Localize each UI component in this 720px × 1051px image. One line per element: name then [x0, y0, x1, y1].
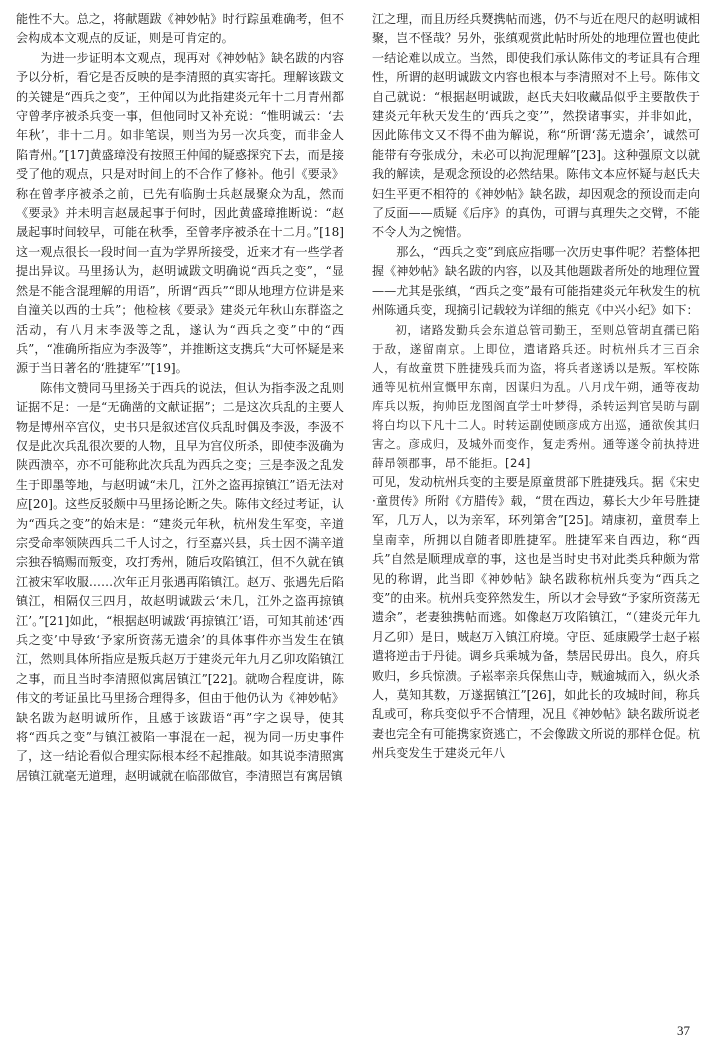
- left-paragraph-1: 能性不大。总之，将献题跋《神妙帖》时行踪虽难确考，但不会构成本文观点的反证，则是可肯定的。: [16, 12, 344, 46]
- right-column: [372, 10, 700, 764]
- right-paragraph-2: 那么，“西兵之变”到底应指哪一次历史事件呢？若整体把握《神妙帖》缺名跋的内容，以及其他题跋者所处的地理位置——尤其是张缜，“西兵之变”最有可能指建炎元年秋发生的杭州陈通兵变，现摘引记载较为详细的熊克《中兴小纪》如下：: [372, 244, 700, 318]
- right-paragraph-1: 江之理，而且历经兵燹携帖而逃，仍不与近在咫尺的赵明诚相聚，岂不怪哉？另外，张缜观赏此帖时所处的地理位置也使此一结论难以成立。当然，即使我们承认陈伟文的考证具有合理性，所谓的赵明诚跋文内容也根本与李清照对不上号。陈伟文自己就说：“根据赵明诚跋，赵氏夫妇收藏品似乎主要散佚于建炎元年秋天发生的‘西兵之变’”，然揆诸事实，并非如此，因此陈伟文又不得不曲为解说，称“所谓‘荡无遗余’，诚然可能带有夸张成分，未必可以拘泥理解”[23]。这种强原文以就我的解读，是观念预设的必然结果。陈伟文本应怀疑与赵氏夫妇生平更不相符的《神妙帖》缺名跋，却因观念的预设而走向了反面——质疑《后序》的真伪，可谓与真理失之交臂，不能不令人为之惋惜。: [372, 12, 700, 240]
- block-quote-zhongxing-xiaoji: 初，诸路发勤兵会东道总管司勤王，至则总管胡直孺已陷于敌，遂留南京。上即位，遣诸路兵还。时杭州兵才三百余人，有故童贯下胜捷残兵而为盗，将兵者遂诱以是叛。军校陈通等见杭州宣慨甲东南，因谋归为乱。八月戊午朔，通等夜劫库兵以叛，拘帅臣龙图阁直学士叶梦得，杀转运判官吴昉与副将白均以下凡十二人。时转运副使顾彦成方出巡，通欲俟其归害之。彦成归，及城外而变作，复走秀州。通等遂令前执持进薛昂领郡事，昂不能拒。[24]: [372, 322, 700, 470]
- left-column: [16, 10, 344, 786]
- left-paragraph-2: 为进一步证明本文观点，现再对《神妙帖》缺名跋的内容予以分析，看它是否反映的是李清照的真实寄托。理解该跋文的关键是“西兵之变”，王仲闻以为此指建炎元年十二月青州都守曾孝序被杀兵变一事，但他同时又补充说：“惟明诚云：‘去年秋’，非十二月。如非笔误，则当为另一次兵变，而非金人陷青州。”[17]黄盛璋没有按照王仲闻的疑惑探究下去，而是接受了他的观点，只是对时间上的不合作了修补。他引《要录》称在曾孝序被杀之前，已先有临朐士兵赵晟聚众为乱，然而《要录》并未明言赵晟起事于何时，因此黄盛璋推断说：“赵晟起事时间较早，可能在秋季，至曾孝序被杀在十二月。”[18]这一观点很长一段时间一直为学界所接受，近来才有一些学者提出异议。马里扬认为，赵明诚跋文明确说“西兵之变”，“显然是不能含混理解的用语”，所谓“西兵”“即从地理方位讲是来自潼关以西的士兵”；他检核《要录》建炎元年秋山东群盗之活动，有八月末李汲等之乱，遂认为“西兵之变”中的“西兵”，“准确所指应为李汲等”，并推断这支携兵“大可怀疑是来源于当日著名的‘胜捷军’”[19]。: [16, 50, 344, 376]
- page-number: 37: [677, 1023, 690, 1038]
- right-paragraph-3: 可见，发动杭州兵变的主要是原童贯部下胜捷残兵。据《宋史·童贯传》所附《方腊传》载，“贯在西边，募长大少年号胜捷军，几万人，以为亲军，环列第舍”[25]。靖康初，童贯奉上皇南幸，所拥以自随者即胜捷军。胜捷军来自西边，称“西兵”自然是顺理成章的事，这也是当时史书对此类兵种颇为常见的称谓，此当即《神妙帖》缺名跋称杭州兵变为“西兵之变”的由来。杭州兵变猝然发生，所以才会导致“予家所资荡无遗余”，老妻独携帖而逃。如像赵万攻陷镇江，“（建炎元年九月乙卯）是日，贼赵万入镇江府境。守臣、延康殿学士赵子崧遣将逆击于丹徒。调乡兵乘城为备，禁居民毋出。良久，府兵败归，乡兵惊溃。子崧率亲兵保焦山寺，贼逾城而入，纵火杀人，莫知其数，万遂据镇江”[26]，如此长的攻城时间，称兵乱或可，称兵变似乎不合情理，况且《神妙帖》缺名跋所说老妻也完全有可能携家资逃亡，不会像跋文所说的那样仓促。杭州兵变发生于建炎元年八: [372, 474, 700, 761]
- left-paragraph-3: 陈伟文赞同马里扬关于西兵的说法，但认为指李汲之乱则证据不足：一是“无确凿的文献证据”；二是这次兵乱的主要人物是博州卒宫仪，史书只是叙述宫仪兵乱时偶及李汲，李汲不仅是此次兵乱很次要的人物，且早为宫仪所杀，即使李汲确为陕西溃卒，亦不可能称此次兵乱为西兵之变；三是李汲之乱发生于即墨等地，与赵明诚“未几，江外之盗再掠镇江”语无法对应[20]。这些反驳颇中马里扬论断之失。陈伟文经过考证，认为“西兵之变”的始末是：“建炎元年秋，杭州发生军变，辛道宗受命率领陕西兵二千人讨之，行至嘉兴县，兵士因不满辛道宗独吞犒赐而叛变，攻打秀州，随后攻陷镇江，但不久就在镇江被宋军收服……次年正月张遇再陷镇江。赵万、张遇先后陷镇江，相隔仅三四月，故赵明诚跋云‘未几，江外之盗再掠镇江’。”[21]如此，“根据赵明诚跋‘再掠镇江’语，可知其前述‘西兵之变’中导致‘予家所资荡无遗余’的具体事件亦当发生在镇江，然则具体所指应是叛兵赵万于建炎元年九月乙卯攻陷镇江之事，而且当时李清照似寓居镇江”[22]。就吻合程度讲，陈伟文的考证虽比马里扬合理得多，但由于他仍认为《神妙帖》缺名跋为赵明诚所作，且感于该跋语“再”字之误导，使其将“西兵之变”与镇江被陷一事混在一起，视为同一历史事件了，这一结论看似合理实际根本经不起推敲。如其说李清照寓居镇江就毫无道理，赵明诚就在临邵做官，李清照岂有寓居镇: [16, 380, 344, 783]
